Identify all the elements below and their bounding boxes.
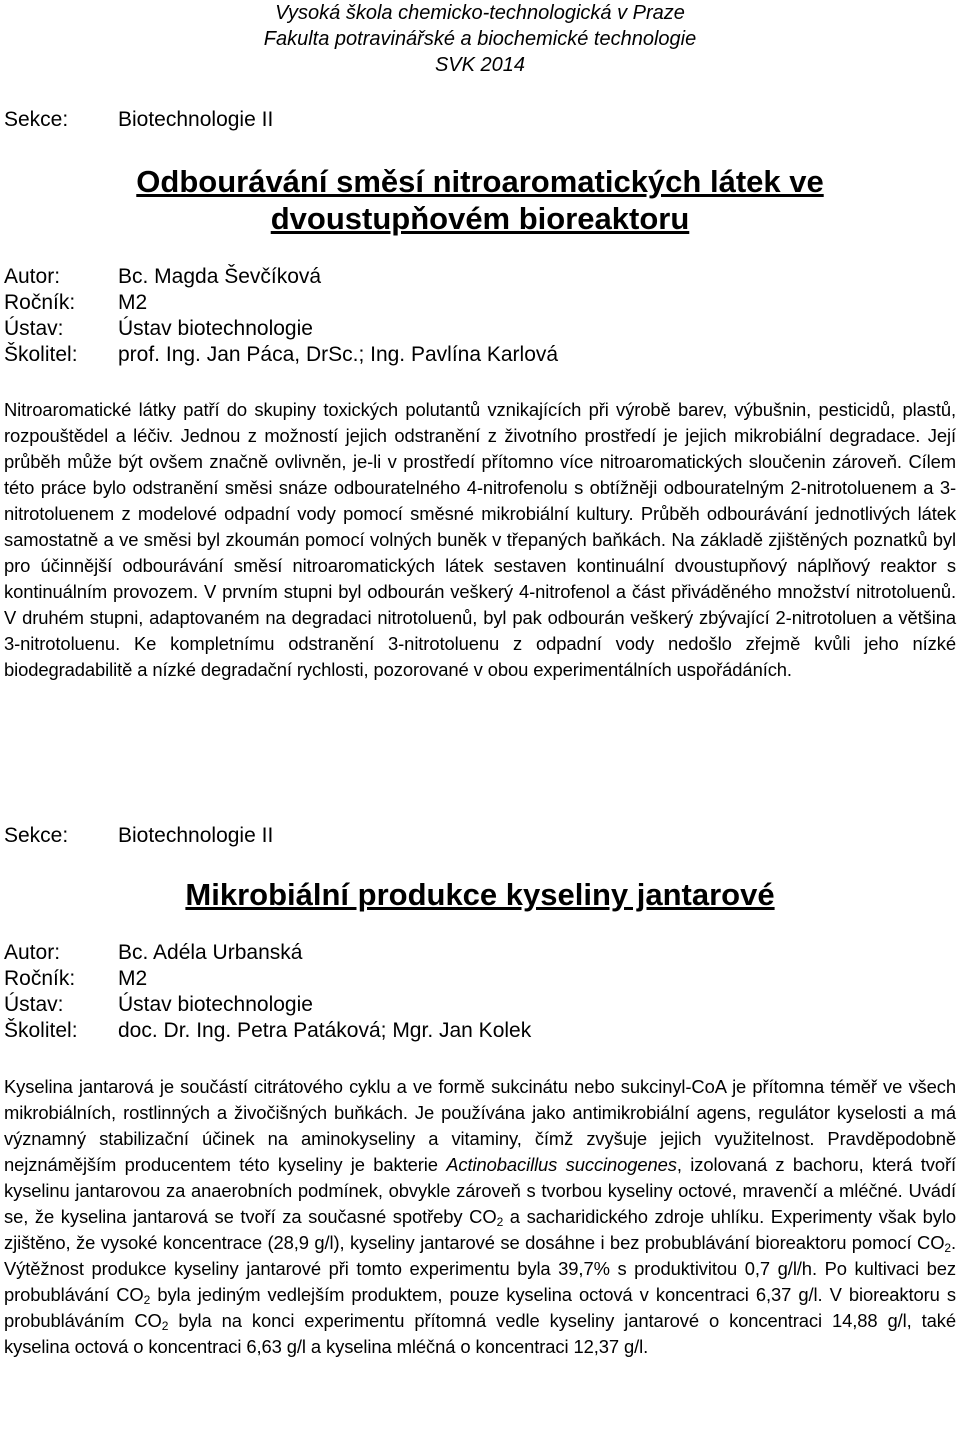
- year-label: Ročník:: [4, 967, 76, 990]
- institute-value: Ústav biotechnologie: [118, 317, 313, 340]
- abstract-text: a sacharidického zdroje uhlíku. Experimenty však bylo zjištěno, že vysoké koncentrace (28,9 g/l), kyseliny jantarové se dosáhne i bez probublávání bioreaktoru pomocí: [4, 1206, 956, 1253]
- co2-subscript: 2: [143, 1293, 151, 1307]
- article1-title-line2: dvoustupňovém bioreaktoru: [270, 201, 690, 236]
- abstract-text: . Výtěžnost produkce kyseliny jantarové při tomto experimentu byla 39,7% s produktivitou 0,7 g/l/h. Po kultivaci bez probublávání: [4, 1232, 956, 1305]
- article1-meta: [4, 264, 558, 368]
- header-faculty: Fakulta potravinářské a biochemické technologie: [263, 28, 697, 50]
- section-value: Biotechnologie II: [118, 108, 274, 131]
- author-value: Bc. Adéla Urbanská: [118, 941, 303, 964]
- article1-title: [0, 163, 960, 237]
- supervisor-label: Školitel:: [4, 343, 78, 366]
- co2-formula: CO: [469, 1206, 497, 1227]
- co2-formula: CO: [116, 1284, 144, 1305]
- abstract-text: byla jediným vedlejším produktem, pouze kyselina octová v koncentraci 6,37 g/l. V bioreaktoru s probubláváním: [4, 1284, 957, 1331]
- supervisor-value: prof. Ing. Jan Páca, DrSc.; Ing. Pavlína Karlová: [118, 343, 559, 366]
- article1-title-line1: Odbourávání směsí nitroaromatických látek ve: [136, 164, 824, 199]
- abstract-text: byla na konci experimentu přítomná vedle kyseliny jantarové o koncentraci 14,88 g/l, také kyselina octová o koncentraci 6,63 g/l a kyselina mléčná o koncentraci 12,37 g/l.: [4, 1310, 956, 1357]
- header-university: Vysoká škola chemicko-technologická v Praze: [275, 2, 685, 24]
- article2-abstract: [4, 1074, 956, 1360]
- abstract-text: Kyselina jantarová je součástí citrátového cyklu a ve formě sukcinátu nebo sukcinyl-CoA je přítomna téměř ve všech mikrobiálních, rostlinných a živočišných buňkách. Je používána jako antimikrobiální agens, regulátor kyselosti a má významný stabilizační účinek na aminokyseliny a vitaminy, čímž zvyšuje jejich využitelnost. Pravděpodobně nejznámějším producentem této kyseliny je bakterie: [4, 1076, 956, 1175]
- institute-label: Ústav:: [4, 993, 64, 1016]
- co2-subscript: 2: [161, 1319, 169, 1333]
- supervisor-value: doc. Dr. Ing. Petra Patáková; Mgr. Jan Kolek: [118, 1019, 532, 1042]
- year-value: M2: [118, 967, 148, 990]
- year-label: Ročník:: [4, 291, 76, 314]
- author-label: Autor:: [4, 265, 61, 288]
- article1-section: [4, 108, 273, 132]
- co2-subscript: 2: [944, 1241, 951, 1255]
- year-value: M2: [118, 291, 148, 314]
- article1-abstract: Nitroaromatické látky patří do skupiny toxických polutantů vznikajících při výrobě barev, výbušnin, pesticidů, plastů, rozpouštědel a léčiv. Jednou z možností jejich odstranění z životního prostředí je jejich mikrobiální degradace. Její průběh může být ovšem značně ovlivněn, je-li v prostředí přítomno více nitroaromatických sloučenin zároveň. Cílem této práce bylo odstranění směsi snáze odbouratelného 4-nitrofenolu s obtížněji odbouratelným 2-nitrotoluenem a 3-nitrotoluenem z modelové odpadní vody pomocí směsné mikrobiální kultury. Průběh odbourávání jednotlivých látek samostatně a ve směsi byl zkoumán pomocí volných buněk v třepaných baňkách. Na základě zjištěných poznatků byl pro účinnější odbourávání směsí nitroaromatických látek sestaven kontinuální dvoustupňový náplňový reaktor s kontinuálním provozem. V prvním stupni byl odbourán veškerý 4-nitrofenol a část přiváděného množství nitrotoluenů. V druhém stupni, adaptovaném na degradaci nitrotoluenů, byl pak odbourán veškerý zbývající 2-nitrotoluen a většina 3-nitrotoluenu. Ke kompletnímu odstranění 3-nitrotoluenu z odpadní vody nedošlo zřejmě kvůli jeho nízké biodegradabilitě a nízké degradační rychlosti, pozorované v obou experimentálních uspořádáních.: [4, 399, 956, 680]
- co2-formula: CO: [917, 1232, 945, 1253]
- author-label: Autor:: [4, 941, 61, 964]
- institute-label: Ústav:: [4, 317, 64, 340]
- section-label: Sekce:: [4, 824, 69, 847]
- header-conference: SVK 2014: [434, 54, 526, 76]
- article2-section: [4, 824, 273, 848]
- page-header: [0, 0, 960, 78]
- section-value: Biotechnologie II: [118, 824, 274, 847]
- co2-subscript: 2: [496, 1215, 504, 1229]
- article2-title: Mikrobiální produkce kyseliny jantarové: [185, 877, 775, 912]
- author-value: Bc. Magda Ševčíková: [118, 265, 322, 288]
- institute-value: Ústav biotechnologie: [118, 993, 313, 1016]
- abstract-text: , izolovaná z bachoru, která tvoří kyselinu jantarovou za anaerobních podmínek, obvykle zároveň s tvorbou kyseliny octové, mravenčí a mléčné. Uvádí se, že kyselina jantarová se tvoří za současné spotřeby: [4, 1154, 956, 1227]
- co2-formula: CO: [134, 1310, 162, 1331]
- section-label: Sekce:: [4, 108, 69, 131]
- article2-meta: [4, 940, 531, 1044]
- supervisor-label: Školitel:: [4, 1019, 78, 1042]
- species-name: Actinobacillus succinogenes: [446, 1154, 677, 1175]
